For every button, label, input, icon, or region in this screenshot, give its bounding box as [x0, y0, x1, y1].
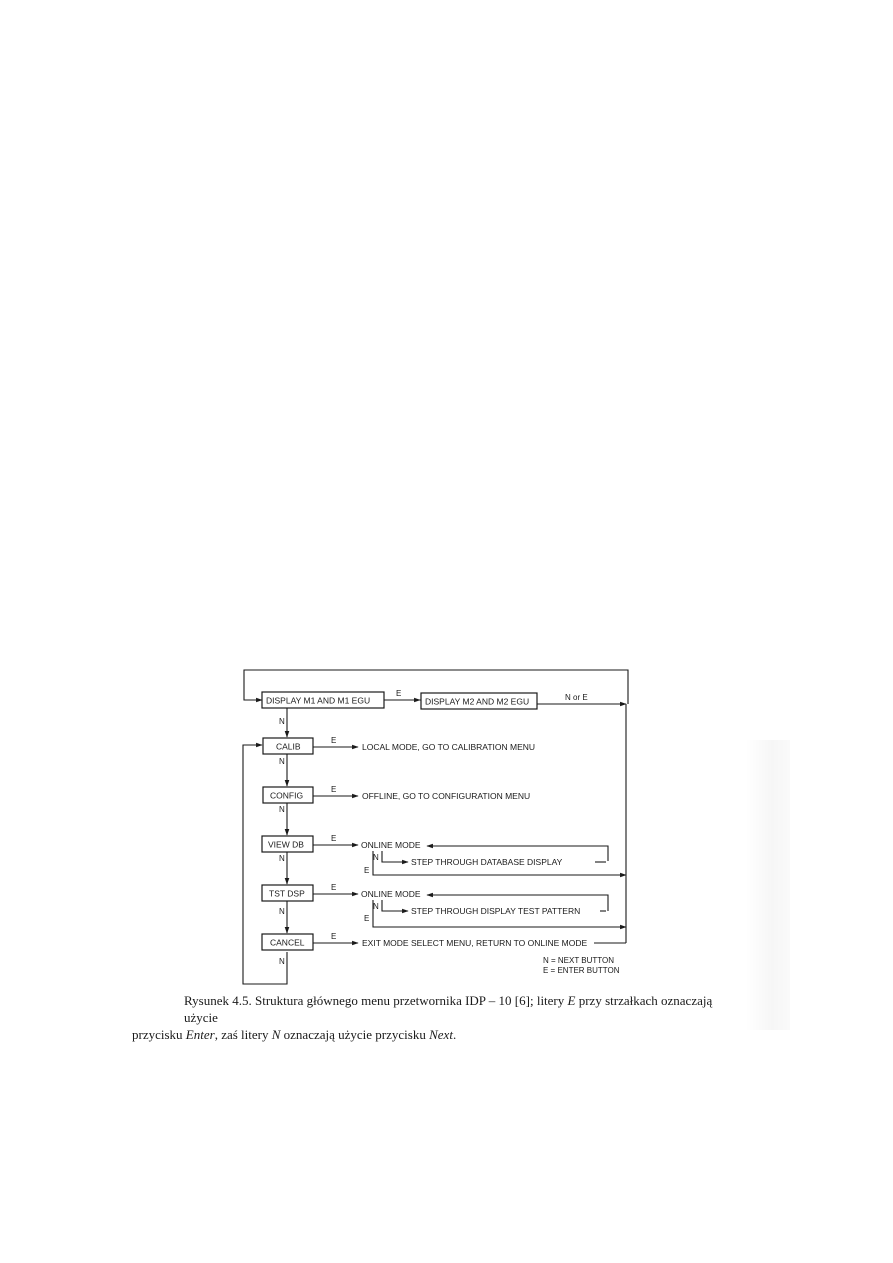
svg-text:CANCEL: CANCEL — [270, 937, 305, 948]
caption-text: , zaś litery — [214, 1027, 272, 1042]
caption-text: przycisku — [132, 1027, 186, 1042]
figure-caption — [132, 992, 742, 1043]
legend-e: E = ENTER BUTTON — [543, 966, 620, 975]
config-box — [263, 787, 313, 803]
n-label: N — [279, 907, 285, 916]
view-db-n-step-arrow — [382, 851, 408, 862]
svg-text:CONFIG: CONFIG — [270, 790, 304, 801]
n-or-e-label: N or E — [565, 693, 588, 702]
caption-text: E — [567, 993, 576, 1008]
view-db-box — [262, 836, 313, 852]
tst-dsp-step: STEP THROUGH DISPLAY TEST PATTERN — [411, 906, 581, 916]
e-label: E — [364, 866, 370, 875]
svg-text:DISPLAY M1 AND M1 EGU: DISPLAY M1 AND M1 EGU — [266, 695, 371, 706]
e-label: E — [331, 834, 337, 843]
e-label: E — [396, 689, 402, 698]
legend-n: N = NEXT BUTTON — [543, 956, 615, 965]
n-label: N — [373, 902, 379, 911]
n-label: N — [279, 805, 285, 814]
view-db-online-mode: ONLINE MODE — [361, 840, 421, 850]
n-label: N — [279, 757, 285, 766]
caption-text: Rysunek 4.5. Struktura głównego menu przetwornika IDP – 10 [6]; litery — [184, 993, 568, 1008]
e-label: E — [364, 914, 370, 923]
caption-text: . — [452, 1027, 457, 1042]
svg-text:VIEW DB: VIEW DB — [268, 839, 304, 850]
config-destination: OFFLINE, GO TO CONFIGURATION MENU — [362, 791, 531, 801]
cancel-box — [262, 934, 313, 950]
tst-dsp-n-step-arrow — [382, 900, 408, 911]
display-m2-box — [421, 693, 537, 709]
svg-text:CALIB: CALIB — [276, 741, 301, 752]
tst-dsp-online-mode: ONLINE MODE — [361, 889, 421, 899]
caption-text: oznaczają użycie przycisku — [280, 1027, 430, 1042]
view-db-step: STEP THROUGH DATABASE DISPLAY — [411, 857, 563, 867]
svg-text:DISPLAY M2 AND M2 EGU: DISPLAY M2 AND M2 EGU — [425, 696, 530, 707]
n-label: N — [279, 717, 285, 726]
display-m1-box — [262, 692, 384, 708]
cancel-destination: EXIT MODE SELECT MENU, RETURN TO ONLINE MODE — [362, 938, 588, 948]
n-label: N — [279, 854, 285, 863]
e-label: E — [331, 883, 337, 892]
calib-box — [263, 738, 313, 754]
caption-text — [132, 992, 742, 1026]
caption-text: przy strzałkach oznaczają użycie — [184, 993, 713, 1025]
e-label: E — [331, 785, 337, 794]
caption-text: N — [271, 1027, 281, 1042]
n-label: N — [279, 957, 285, 966]
e-label: E — [331, 932, 337, 941]
calib-destination: LOCAL MODE, GO TO CALIBRATION MENU — [362, 742, 536, 752]
e-label: E — [331, 736, 337, 745]
caption-text: Enter — [185, 1027, 215, 1042]
tst-dsp-box — [262, 885, 313, 901]
caption-text: Next — [429, 1027, 453, 1042]
caption-text — [132, 1026, 742, 1043]
n-label: N — [373, 853, 379, 862]
svg-text:TST DSP: TST DSP — [269, 888, 305, 899]
